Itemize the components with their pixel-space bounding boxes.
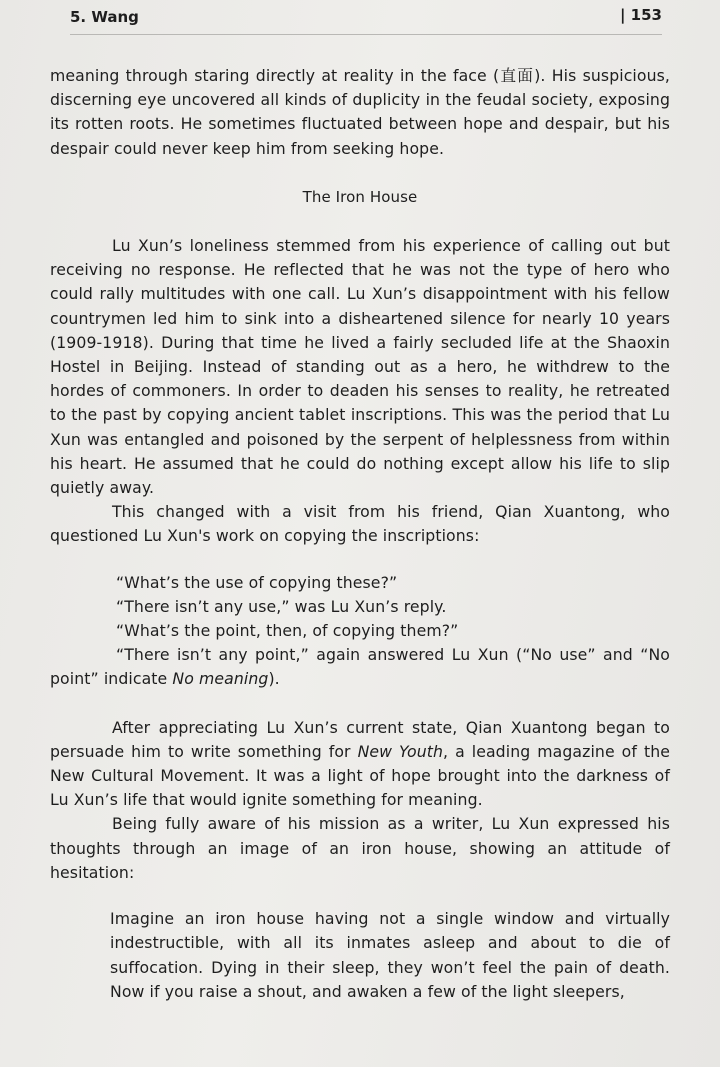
header-rule [70,34,662,35]
dialogue-line: “What’s the use of copying these?” [116,572,398,592]
dialogue-text-end: ). [268,669,280,689]
paragraph-mission: Being fully aware of his mission as a writer, Lu Xun expressed his thoughts through an image of an iron house, showing an attitude of hesitation: [50,814,670,882]
dialogue-line: “There isn’t any use,” was Lu Xun’s reply. [116,596,447,616]
section-title: The Iron House [302,187,418,206]
page-number: | 153 [619,6,662,24]
magazine-title: New Youth [357,741,444,761]
iron-house-quote [110,907,670,1004]
paragraph-text: After appreciating Lu Xun’s current state, Qian Xuantong began to persuade him to write something for [50,717,670,761]
dialogue-line [50,643,670,691]
dialogue-block [50,571,670,692]
dialogue-text: “There isn’t any point,” again answered Lu Xun (“No use” and “No point” indicate [50,645,670,689]
paragraph-text-end: , a leading magazine of the New Cultural Movement. It was a light of hope brought into the darkness of Lu Xun’s life that would ignite something for meaning. [50,741,670,810]
running-head: 5. Wang [70,8,139,26]
page-body [50,64,670,1004]
quote-text: Imagine an iron house having not a single window and virtually indestructible, with all its inmates asleep and about to die of suffocation. Dying in their sleep, they won’t feel the pain of death. Now if you raise a shout, and awaken a few of the light sleepers, [110,909,670,1001]
dialogue-line: “What’s the point, then, of copying them?” [116,621,459,641]
paragraph-new-youth [50,716,670,813]
paragraph-continuation: meaning through staring directly at reality in the face (直面). His suspicious, discerning eye uncovered all kinds of duplicity in the feudal society, exposing its rotten roots. He sometimes fluctuated between hope and despair, but his despair could never keep him from seeking hope. [50,66,670,158]
paragraph-visit: This changed with a visit from his friend, Qian Xuantong, who questioned Lu Xun's work on copying the inscriptions: [50,502,670,546]
page-header [70,4,662,32]
dialogue-emphasis: No meaning [172,669,269,689]
paragraph-loneliness: Lu Xun’s loneliness stemmed from his experience of calling out but receiving no response. He reflected that he was not the type of hero who could rally multitudes with one call. Lu Xun’s disappointment with his fellow countrymen led him to sink into a disheartened silence for nearly 10 years (1909-1918). During that time he lived a fairly secluded life at the Shaoxin Hostel in Beijing. Instead of standing out as a hero, he withdrew to the hordes of commoners. In order to deaden his senses to reality, he retreated to the past by copying ancient tablet inscriptions. This was the period that Lu Xun was entangled and poisoned by the serpent of helplessness from within his heart. He assumed that he could do nothing except allow his life to slip quietly away. [50,236,670,498]
